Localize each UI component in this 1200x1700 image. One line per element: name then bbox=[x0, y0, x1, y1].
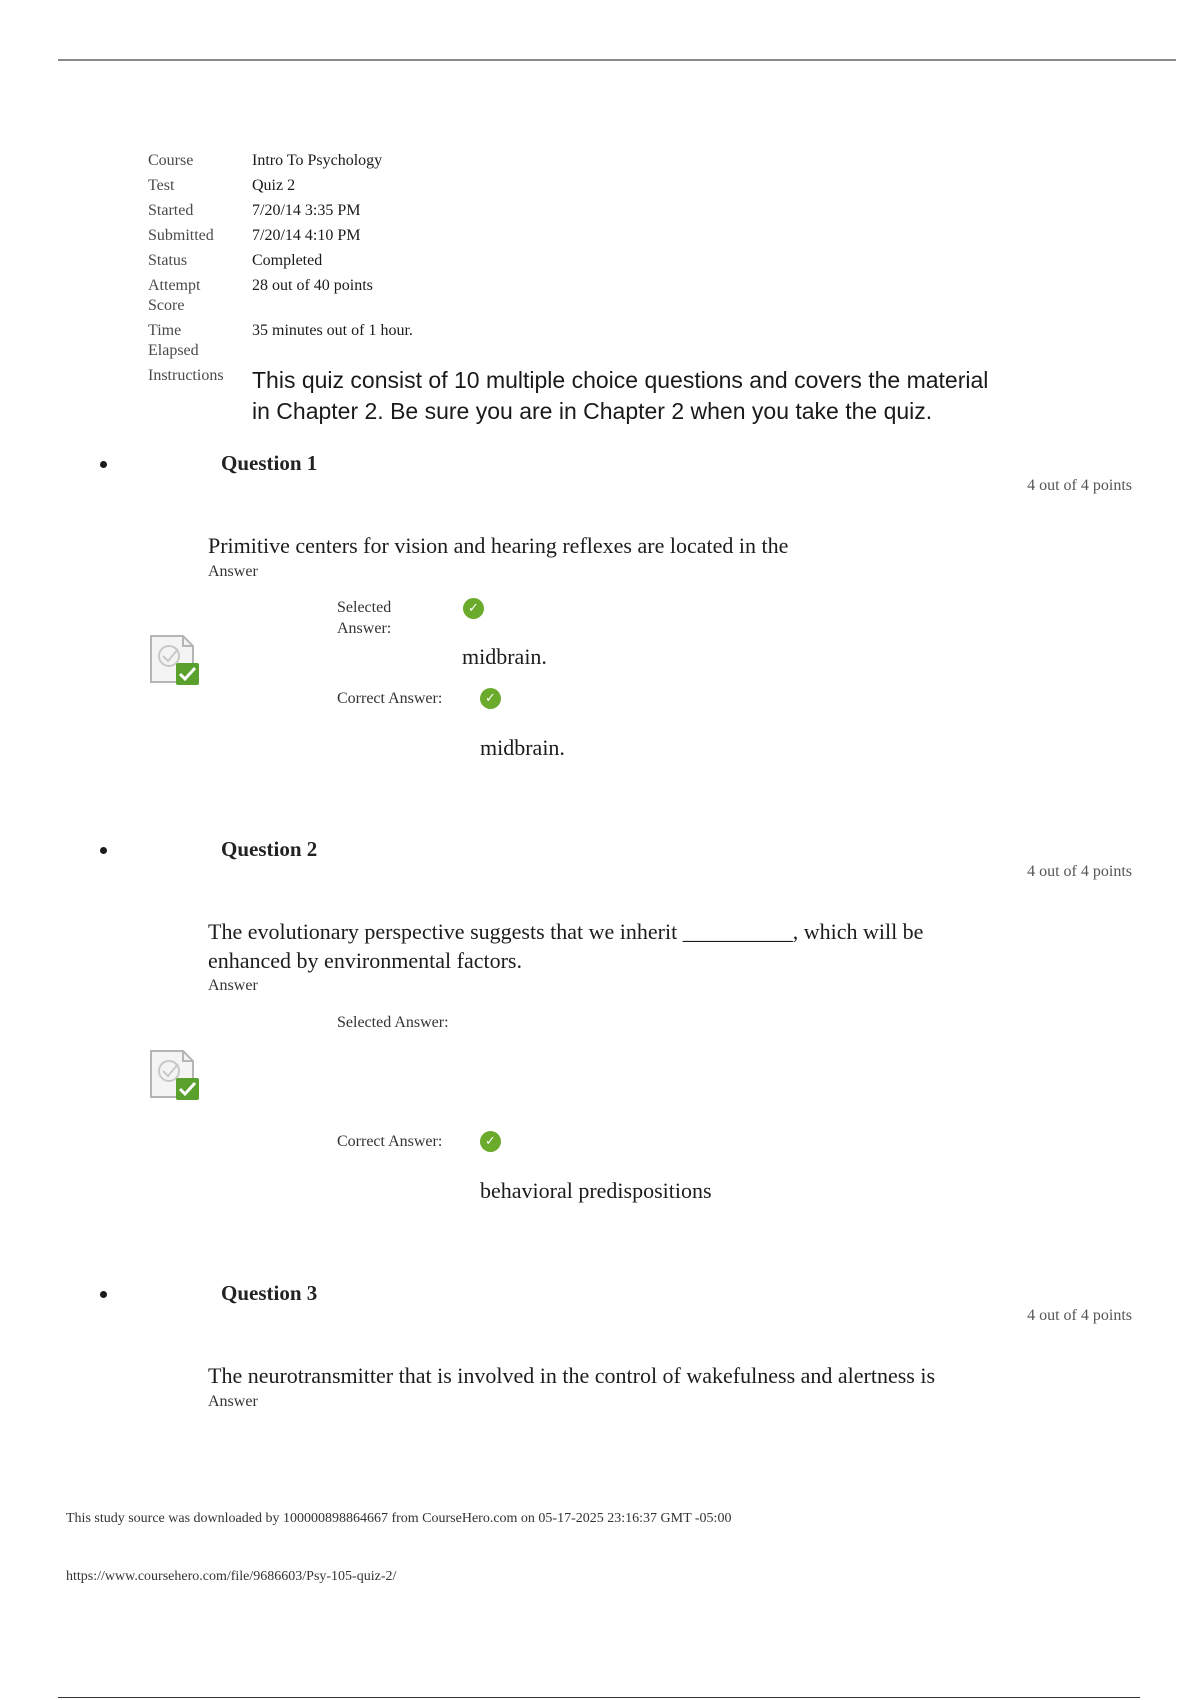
started-value: 7/20/14 3:35 PM bbox=[252, 202, 361, 219]
attempt-score-row bbox=[148, 276, 1048, 316]
answer-label: Answer bbox=[208, 977, 258, 994]
selected-answer-label bbox=[337, 597, 391, 639]
bottom-rule bbox=[58, 1697, 1140, 1698]
course-label: Course bbox=[148, 152, 194, 169]
time-elapsed-label-line1: Time bbox=[148, 322, 182, 339]
question-2 bbox=[0, 837, 1200, 1217]
time-elapsed-value: 35 minutes out of 1 hour. bbox=[252, 322, 413, 339]
graded-item-icon bbox=[149, 1049, 201, 1103]
course-value: Intro To Psychology bbox=[252, 152, 383, 169]
question-text: The neurotransmitter that is involved in the control of wakefulness and alertness is bbox=[208, 1363, 936, 1388]
status-row bbox=[148, 251, 1048, 271]
top-rule bbox=[58, 59, 1176, 61]
question-points: 4 out of 4 points bbox=[1027, 863, 1132, 880]
selected-answer-label-line2: Answer: bbox=[337, 620, 392, 637]
question-title: Question 1 bbox=[221, 451, 318, 475]
question-1 bbox=[0, 451, 1200, 781]
question-title: Question 2 bbox=[221, 837, 318, 861]
selected-answer-label: Selected Answer: bbox=[337, 1014, 449, 1031]
answer-label: Answer bbox=[208, 1393, 258, 1410]
selected-answer-value: midbrain. bbox=[462, 644, 547, 669]
attempt-score-label-line2: Score bbox=[148, 297, 185, 314]
check-circle-icon: ✓ bbox=[480, 1131, 501, 1152]
bullet bbox=[100, 1291, 107, 1298]
question-text: Primitive centers for vision and hearing reflexes are located in the bbox=[208, 533, 789, 558]
download-source-note: This study source was downloaded by 100000898864667 from CourseHero.com on 05-17-2025 23:16:37 GMT -05:00 bbox=[66, 1511, 732, 1526]
status-label: Status bbox=[148, 252, 188, 269]
instructions-line2: in Chapter 2. Be sure you are in Chapter 2 when you take the quiz. bbox=[252, 398, 933, 424]
submitted-label: Submitted bbox=[148, 227, 214, 244]
graded-item-icon bbox=[149, 634, 201, 688]
time-elapsed-label-line2: Elapsed bbox=[148, 342, 199, 359]
quiz-details bbox=[148, 151, 1048, 432]
instructions-text bbox=[252, 365, 1042, 427]
attempt-score-label bbox=[148, 276, 252, 316]
time-elapsed-label bbox=[148, 321, 252, 361]
check-circle-icon: ✓ bbox=[463, 598, 484, 619]
instructions-line1: This quiz consist of 10 multiple choice questions and covers the material bbox=[252, 367, 989, 393]
instructions-label: Instructions bbox=[148, 367, 224, 384]
bullet bbox=[100, 847, 107, 854]
check-circle-icon: ✓ bbox=[480, 688, 501, 709]
correct-answer-value: behavioral predispositions bbox=[480, 1178, 712, 1203]
question-text-line2: enhanced by environmental factors. bbox=[208, 948, 522, 973]
question-text bbox=[208, 917, 1028, 975]
question-text-line1: The evolutionary perspective suggests that we inherit __________, which will be bbox=[208, 919, 924, 944]
question-title: Question 3 bbox=[221, 1281, 318, 1305]
source-url[interactable]: https://www.coursehero.com/file/9686603/Psy-105-quiz-2/ bbox=[66, 1569, 397, 1584]
question-points: 4 out of 4 points bbox=[1027, 477, 1132, 494]
status-value: Completed bbox=[252, 252, 323, 269]
question-3 bbox=[0, 1281, 1200, 1411]
attempt-score-value: 28 out of 40 points bbox=[252, 277, 373, 294]
correct-answer-label: Correct Answer: bbox=[337, 690, 443, 707]
test-row bbox=[148, 176, 1048, 196]
test-value: Quiz 2 bbox=[252, 177, 296, 194]
answer-label: Answer bbox=[208, 563, 258, 580]
attempt-score-label-line1: Attempt bbox=[148, 277, 201, 294]
question-points: 4 out of 4 points bbox=[1027, 1307, 1132, 1324]
submitted-value: 7/20/14 4:10 PM bbox=[252, 227, 361, 244]
started-row bbox=[148, 201, 1048, 221]
started-label: Started bbox=[148, 202, 194, 219]
test-label: Test bbox=[148, 177, 175, 194]
correct-answer-label: Correct Answer: bbox=[337, 1133, 443, 1150]
course-row bbox=[148, 151, 1048, 171]
bullet bbox=[100, 461, 107, 468]
time-elapsed-row bbox=[148, 321, 1048, 361]
submitted-row bbox=[148, 226, 1048, 246]
correct-answer-value: midbrain. bbox=[480, 735, 565, 760]
selected-answer-label-line1: Selected bbox=[337, 599, 392, 616]
instructions-row bbox=[148, 366, 1048, 427]
